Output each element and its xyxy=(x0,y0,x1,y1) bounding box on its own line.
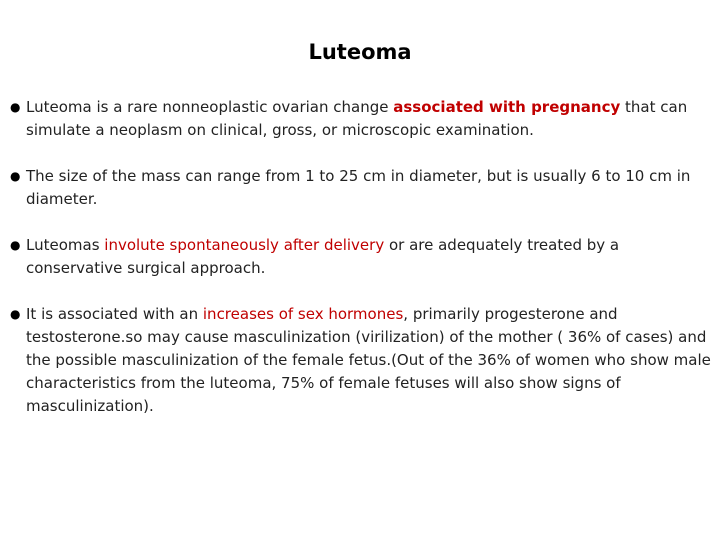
bullet-dot-icon: ● xyxy=(10,169,21,183)
bullet-text: The size of the mass can range from 1 to 25 cm in diameter, but is usually 6 to 10 cm in diameter. xyxy=(26,167,691,208)
bullet-text: or are adequately treated by a conservative surgical approach. xyxy=(26,236,620,277)
bullet-item xyxy=(10,303,714,418)
bullet-highlight: associated with pregnancy xyxy=(393,98,621,116)
bullet-text: Luteomas xyxy=(26,236,105,254)
bullet-list xyxy=(10,96,714,441)
bullet-dot-icon: ● xyxy=(10,238,21,252)
bullet-item xyxy=(10,165,714,211)
bullet-text: , primarily progesterone and testosterone.so may cause masculinization (virilization) of the mother ( 36% of cases) and the possible masculinization of the female fetus.(Out of the 36% of women who show male characteristics from the luteoma, 75% of female fetuses will also show signs of masculinization). xyxy=(26,305,711,415)
bullet-item xyxy=(10,96,714,142)
bullet-dot-icon: ● xyxy=(10,100,21,114)
bullet-text: Luteoma is a rare nonneoplastic ovarian change xyxy=(26,98,394,116)
bullet-text: It is associated with an xyxy=(26,305,203,323)
bullet-item xyxy=(10,234,714,280)
bullet-text: that can simulate a neoplasm on clinical, gross, or microscopic examination. xyxy=(26,98,688,139)
slide-title: Luteoma xyxy=(308,40,412,64)
bullet-dot-icon: ● xyxy=(10,307,21,321)
bullet-highlight: increases of sex hormones xyxy=(202,305,404,323)
bullet-highlight: involute spontaneously after delivery xyxy=(104,236,385,254)
